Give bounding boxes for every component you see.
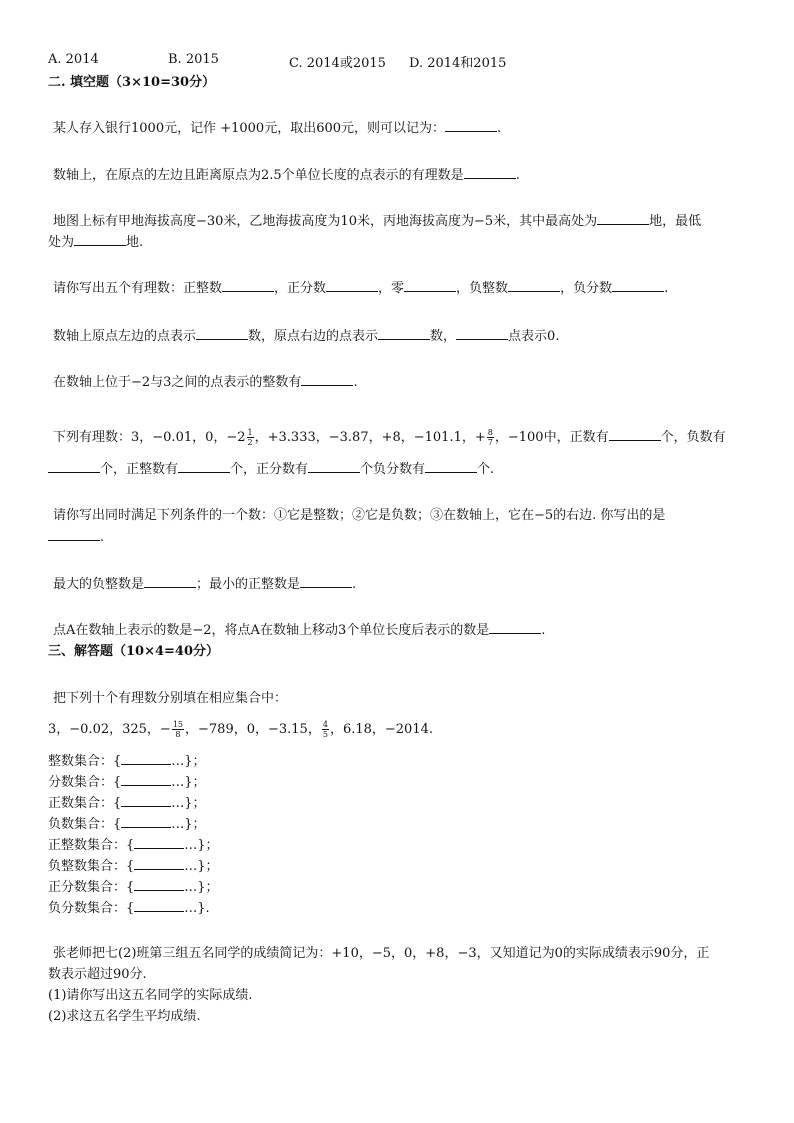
answer-blank [612, 279, 664, 292]
solve-question-1-intro: 把下列十个有理数分别填在相应集合中： [53, 691, 288, 706]
fill-question-3-line1: 地图上标有甲地海拔高度−30米，乙地海拔高度为10米，丙地海拔高度为−5米，其中最高处为 地，最低 [53, 214, 702, 229]
fraction: $\frac{15}{8}$ [172, 720, 184, 739]
option-a: A. 2014 [48, 52, 99, 67]
question-text: 数轴上，在原点的左边且距离原点为2.5个单位长度的点表示的有理数是 [53, 168, 464, 183]
option-d: D. 2014和2015 [409, 56, 507, 71]
fraction: $\frac{1}{2}$ [247, 428, 253, 447]
fill-question-5: 数轴上原点左边的点表示 数，原点右边的点表示 数， 点表示0. [53, 329, 560, 344]
fill-question-3-line2: 处为 地. [48, 235, 144, 250]
fraction: $\frac{8}{7}$ [487, 428, 493, 447]
set-integers: 整数集合：{ …}； [48, 754, 206, 769]
solve-question-2-part1: (1)请你写出这五名同学的实际成绩. [48, 988, 253, 1003]
answer-blank [308, 460, 360, 473]
fill-question-7-line1: 下列有理数：3，−0.01，0，−2 $\frac{1}{2}$ ，+3.333，−3.87，+8，−101.1，+ $\frac{8}{7}$ ，−100中，正数有 个，负数有 [53, 428, 726, 447]
fill-question-9: 最大的负整数是 ；最小的正整数是 . [53, 577, 357, 592]
answer-blank [378, 327, 430, 340]
answer-blank [445, 119, 497, 132]
set-negative-integers: 负整数集合：{ …}； [48, 859, 219, 874]
answer-blank [609, 428, 661, 441]
option-b: B. 2015 [168, 52, 219, 67]
solve-question-2-part2: (2)求这五名学生平均成绩. [48, 1009, 201, 1024]
fill-question-7-line2: 个，正整数有 个，正分数有 个负分数有 个. [48, 460, 494, 479]
answer-blank [464, 166, 516, 179]
set-positive-integers: 正整数集合：{ …}； [48, 838, 219, 853]
answer-blank [74, 233, 126, 246]
answer-blank [121, 773, 171, 786]
option-c: C. 2014或2015 [289, 56, 386, 71]
answer-blank [48, 528, 100, 541]
answer-blank [178, 460, 230, 473]
answer-blank [196, 327, 248, 340]
answer-blank [134, 899, 184, 912]
answer-blank [597, 212, 649, 225]
fill-question-10: 点A在数轴上表示的数是−2，将点A在数轴上移动3个单位长度后表示的数是 . [53, 623, 546, 638]
answer-blank [134, 836, 184, 849]
answer-blank [326, 279, 378, 292]
set-fractions: 分数集合：{ …}； [48, 775, 206, 790]
answer-blank [134, 857, 184, 870]
fill-question-6: 在数轴上位于−2与3之间的点表示的整数有 . [53, 375, 358, 390]
answer-blank [121, 752, 171, 765]
solve-question-2-line2: 数表示超过90分. [48, 967, 147, 982]
set-negative-fractions: 负分数集合：{ …}. [48, 901, 210, 916]
answer-blank [508, 279, 560, 292]
answer-blank [121, 794, 171, 807]
set-negatives: 负数集合：{ …}； [48, 817, 206, 832]
fraction: $\frac{4}{5}$ [322, 720, 328, 739]
answer-blank [404, 279, 456, 292]
set-positives: 正数集合：{ …}； [48, 796, 206, 811]
section3-heading: 三、解答题（10×4=40分） [48, 644, 220, 659]
answer-blank [144, 575, 196, 588]
solve-question-2-line1: 张老师把七(2)班第三组五名同学的成绩简记为：+10，−5，0，+8，−3，又知道记为0的实际成绩表示90分，正 [53, 946, 710, 961]
answer-blank [300, 575, 352, 588]
question-text: 某人存入银行1000元，记作 +1000元，取出600元，则可以记为： [53, 121, 446, 136]
section2-heading: 二. 填空题（3×10=30分） [48, 75, 216, 90]
answer-blank [425, 460, 477, 473]
fill-question-8-line1: 请你写出同时满足下列条件的一个数：①它是整数；②它是负数；③在数轴上，它在−5的右边. 你写出的是 [53, 508, 666, 523]
answer-blank [222, 279, 274, 292]
fill-question-8-line2: . [48, 528, 104, 547]
fill-question-1: 某人存入银行1000元，记作 +1000元，取出600元，则可以记为： . [53, 121, 502, 136]
answer-blank [48, 460, 100, 473]
answer-blank [134, 878, 184, 891]
answer-blank [489, 621, 541, 634]
answer-blank [121, 815, 171, 828]
fill-question-4: 请你写出五个有理数：正整数 ，正分数 ，零 ，负整数 ，负分数 . [53, 281, 669, 296]
set-positive-fractions: 正分数集合：{ …}； [48, 880, 219, 895]
answer-blank [456, 327, 508, 340]
answer-blank [301, 373, 353, 386]
fill-question-2: 数轴上，在原点的左边且距离原点为2.5个单位长度的点表示的有理数是 . [53, 168, 520, 183]
number-list: 3，−0.02，325，− $\frac{15}{8}$ ，−789，0，−3.15， $\frac{4}{5}$ ，6.18，−2014. [48, 720, 433, 739]
